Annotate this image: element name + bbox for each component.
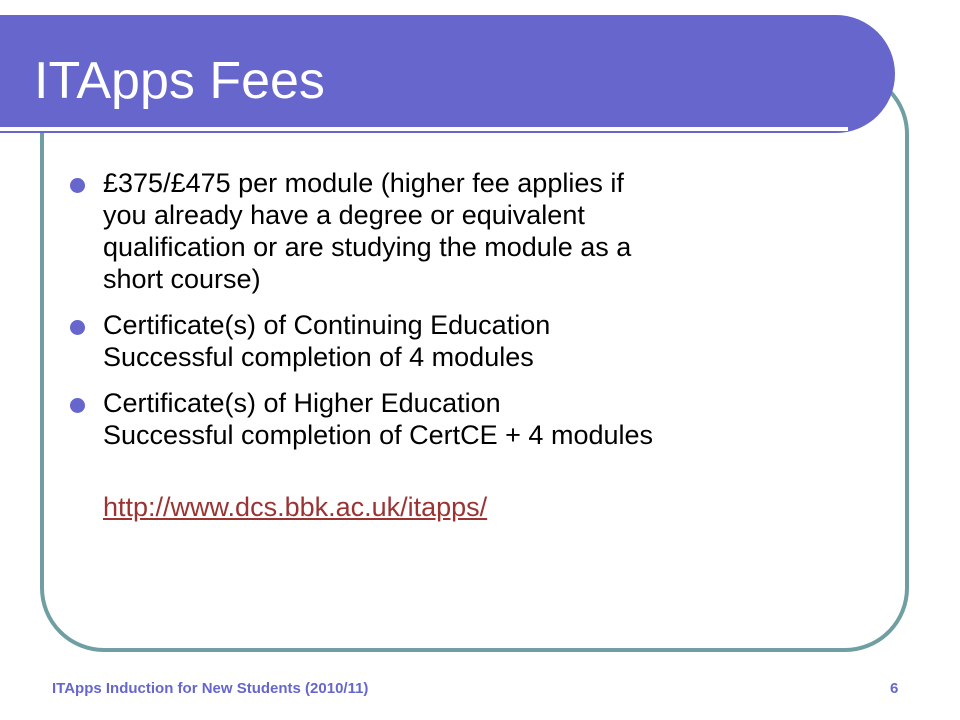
slide-title: ITApps Fees: [34, 52, 325, 110]
bullet-line: you already have a degree or equivalent: [103, 200, 585, 230]
bullet-icon: [70, 398, 85, 413]
bullet-line: Successful completion of CertCE + 4 modules: [103, 420, 654, 450]
bullet-line: short course): [103, 264, 261, 294]
bullet-icon: [70, 178, 85, 193]
bullet-line: Certificate(s) of Higher Education: [103, 388, 501, 418]
itapps-link[interactable]: http://www.dcs.bbk.ac.uk/itapps/: [103, 492, 488, 522]
footer-text: ITApps Induction for New Students (2010/11): [52, 680, 369, 697]
bullet-list: [70, 167, 830, 465]
bullet-icon: [70, 320, 85, 335]
bullet-item-certhe: [70, 387, 830, 451]
page-number: 6: [890, 680, 899, 697]
bullet-item-certce: [70, 309, 830, 373]
bullet-line: Certificate(s) of Continuing Education: [103, 310, 551, 340]
bullet-item-fees: [70, 167, 830, 295]
bullet-line: Successful completion of 4 modules: [103, 342, 534, 372]
bullet-line: £375/£475 per module (higher fee applies if: [103, 168, 624, 198]
bullet-line: qualification or are studying the module as a: [103, 232, 632, 262]
